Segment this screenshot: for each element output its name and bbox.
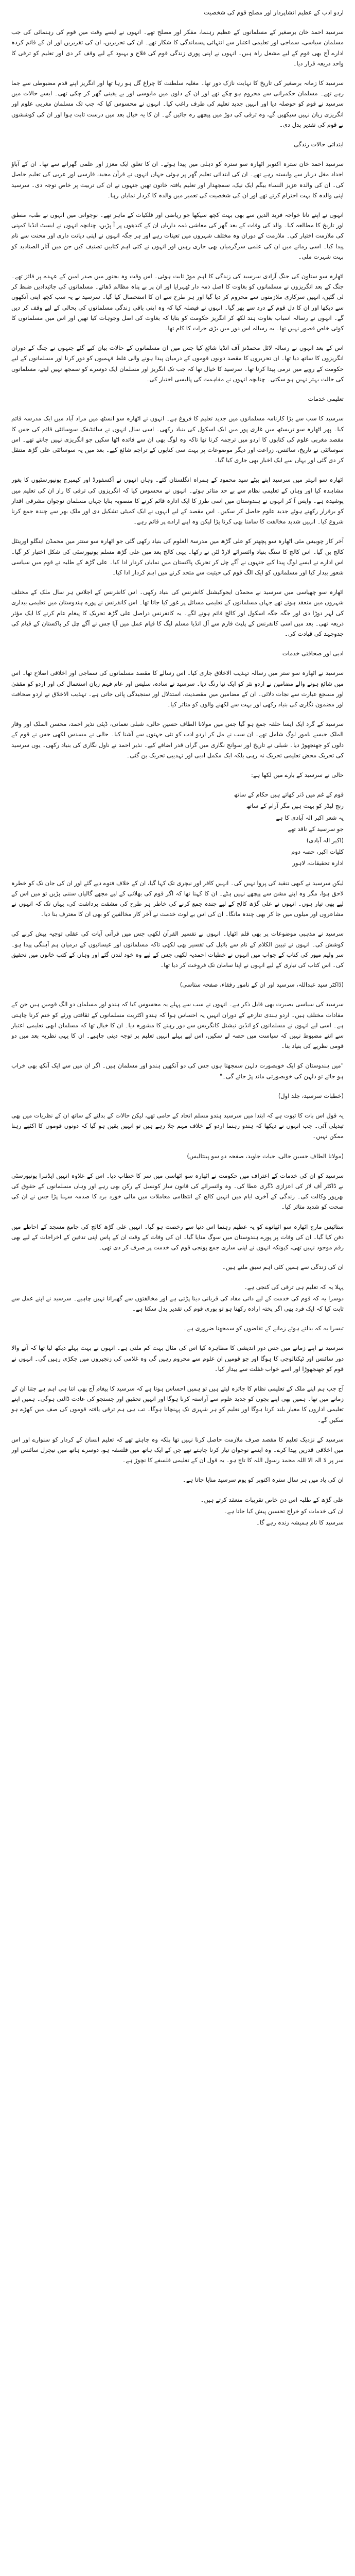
- body-paragraph: آج جب ہم اپنے ملک کے تعلیمی نظام کا جائزہ لیتے ہیں تو ہمیں احساس ہوتا ہے کہ سرسید کا پیغام آج بھی اتنا ہی اہم ہے جتنا ان کے زمانے میں تھا۔ ہمیں بھی اپنے بچوں کو جدید علوم سے آراستہ کرنا ہوگا اور انہیں تحقیق اور جستجو کی عادت ڈالنی ہوگی۔ ہمیں اپنے تعلیمی اداروں کا معیار بلند کرنا ہوگا اور تعلیم کو ہر شہری تک پہنچانا ہوگا۔ تب ہی ہم ترقی یافتہ قوموں کی صف میں کھڑے ہو سکیں گے۔: [11, 1384, 344, 1423]
- body-paragraph: "میں ہندوستان کو ایک خوبصورت دلہن سمجھتا ہوں جس کی دو آنکھیں ہندو اور مسلمان ہیں۔ اگر ان میں سے ایک آنکھ بھی خراب ہو جائے تو دلہن کی خوبصورتی ماند پڑ جائے گی۔": [11, 1062, 344, 1080]
- body-paragraph: آخر کار چوبیس مئی اٹھارہ سو پچھتر کو علی گڑھ میں مدرسۃ العلوم کی بنیاد رکھی گئی جو اٹھارہ سو ستتر میں محمڈن اینگلو اورینٹل کالج بن گیا۔ اس کالج کا سنگ بنیاد وائسرائے لارڈ لٹن نے رکھا۔ یہی کالج بعد میں علی گڑھ مسلم یونیورسٹی کی شکل اختیار کر گیا۔ اس ادارے نے ایسے لوگ پیدا کیے جنہوں نے آگے چل کر تحریک پاکستان میں نمایاں کردار ادا کیا۔ علی گڑھ کے طلبہ نے قوم میں سیاسی شعور بیدار کیا اور مسلمانوں کو ایک الگ قوم کی حیثیت سے متحد کرنے میں اہم کردار ادا کیا۔: [11, 537, 344, 576]
- text-line: (اکبر الہ آبادی): [306, 837, 344, 844]
- body-paragraph: سرسید کے نزدیک تعلیم کا مقصد صرف ملازمت حاصل کرنا نہیں تھا بلکہ وہ چاہتے تھے کہ تعلیم انسان کے کردار کو سنوارے اور اس میں اخلاقی قدریں پیدا کرے۔ وہ ایسے نوجوان تیار کرنا چاہتے تھے جن کے ایک ہاتھ میں فلسفہ ہو، دوسرے ہاتھ میں نیچرل سائنس اور سر پر لا الہ الا اللہ محمد رسول اللہ کا تاج ہو۔ یہ قول ان کے تعلیمی فلسفے کا نچوڑ ہے۔: [11, 1435, 344, 1464]
- body-paragraph: اٹھارہ سو ستاون کی جنگ آزادی سرسید کی زندگی کا اہم موڑ ثابت ہوئی۔ اس وقت وہ بجنور میں صدر امین کے عہدے پر فائز تھے۔ جنگ کے بعد انگریزوں نے مسلمانوں کو بغاوت کا اصل ذمہ دار ٹھہرایا اور ان پر بے پناہ مظالم ڈھائے۔ مسلمانوں کی جائیدادیں ضبط کر لی گئیں، انہیں سرکاری ملازمتوں سے محروم کر دیا گیا اور ہر طرح سے ان کا استحصال کیا گیا۔ سرسید نے یہ سب کچھ اپنی آنکھوں سے دیکھا اور ان کا دل قوم کے درد سے بھر گیا۔ انہوں نے فیصلہ کیا کہ وہ اپنی باقی زندگی مسلمانوں کی بحالی کے لیے وقف کر دیں گے۔ انہوں نے رسالہ اسباب بغاوت ہند لکھ کر انگریز حکومت کو بتایا کہ بغاوت کی اصل وجوہات کیا تھیں اور اس میں مسلمانوں کا کوئی خاص قصور نہیں تھا۔ یہ رسالہ اس دور میں بڑی جرات کا کام تھا۔: [11, 273, 344, 332]
- text-line: یہ شعر اکبر الہ آبادی کا ہے: [276, 814, 344, 821]
- text-line: تیسرا یہ کہ بدلتے ہوئے زمانے کے تقاضوں کو سمجھنا ضروری ہے۔: [183, 1325, 344, 1332]
- body-paragraph: اٹھارہ سو انہتر میں سرسید اپنے بیٹے سید محمود کے ہمراہ انگلستان گئے۔ وہاں انہوں نے آکسفورڈ اور کیمبرج یونیورسٹیوں کا بغور مشاہدہ کیا اور وہاں کے تعلیمی نظام سے بے حد متاثر ہوئے۔ انہوں نے محسوس کیا کہ انگریزوں کی ترقی کا راز ان کی تعلیم میں پوشیدہ ہے۔ واپس آ کر انہوں نے ہندوستان میں اسی طرز کا ایک ادارہ قائم کرنے کا منصوبہ بنایا جہاں مسلمان نوجوان مشرقی اقدار کو برقرار رکھتے ہوئے جدید علوم حاصل کر سکیں۔ اس مقصد کے لیے انہوں نے ایک کمیٹی تشکیل دی اور ملک بھر سے چندہ جمع کرنا شروع کیا۔ انہیں شدید مخالفت کا سامنا بھی کرنا پڑا لیکن وہ اپنے ارادے پر قائم رہے۔: [11, 476, 344, 526]
- body-paragraph: سرسید احمد خان برصغیر کے مسلمانوں کے عظیم رہنما، مفکر اور مصلح تھے۔ انہوں نے ایسے وقت میں قوم کی رہنمائی کی جب مسلمان سیاسی، سماجی اور تعلیمی اعتبار سے انتہائی پسماندگی کا شکار تھے۔ ان کی تحریریں، ان کی تقریریں اور ان کے قائم کردہ ادارے آج بھی قوم کے لیے مشعل راہ ہیں۔ انہوں نے اپنی پوری زندگی قوم کی فلاح و بہبود کے لیے وقف کر دی اور تعلیم کو ترقی کا واحد ذریعہ قرار دیا۔: [11, 28, 344, 67]
- text-line: (ڈاکٹر سید عبداللہ، سرسید اور ان کے نامور رفقاء، صفحہ ستاسی): [180, 981, 344, 989]
- text-line: سرسید کا نام ہمیشہ زندہ رہے گا۔: [256, 1518, 344, 1526]
- text-line: جو سرسید کے ناقد تھے: [288, 825, 344, 833]
- text-line: ادارہ تحقیقات، لاہور: [292, 859, 344, 867]
- text-line: ان کی زندگی سے ہمیں کئی اہم سبق ملتے ہیں۔: [222, 1263, 344, 1271]
- body-paragraph: یہ قول اس بات کا ثبوت ہے کہ ابتدا میں سرسید ہندو مسلم اتحاد کے حامی تھے، لیکن حالات کے بدلنے کے ساتھ ان کے نظریات میں بھی تبدیلی آئی۔ جب انہوں نے دیکھا کہ ہندو رہنما اردو کے خلاف مہم چلا رہے ہیں تو انہیں یقین ہو گیا کہ دونوں قوموں کا اکٹھے رہنا ممکن نہیں۔: [11, 1112, 344, 1140]
- body-paragraph: اٹھارہ سو چھیاسی میں سرسید نے محمڈن ایجوکیشنل کانفرنس کی بنیاد رکھی۔ اس کانفرنس کے اجلاس ہر سال ملک کے مختلف شہروں میں منعقد ہوتے تھے جہاں مسلمانوں کے تعلیمی مسائل پر غور کیا جاتا تھا۔ اس کانفرنس نے پورے ہندوستان میں تعلیمی بیداری کی لہر دوڑا دی اور جگہ جگہ اسکول اور کالج قائم ہونے لگے۔ یہ کانفرنس دراصل علی گڑھ تحریک کا پیغام عام کرنے کا ایک مؤثر ذریعہ تھی۔ بعد میں اسی کانفرنس کے پلیٹ فارم سے آل انڈیا مسلم لیگ کا قیام عمل میں آیا جس نے آگے چل کر پاکستان کے قیام کی جدوجہد کی قیادت کی۔: [11, 588, 344, 637]
- text-line: کلیات اکبر، حصہ دوم: [291, 848, 344, 856]
- text-line: حالی نے سرسید کے بارے میں لکھا ہے:: [251, 771, 344, 778]
- body-paragraph: سرسید کا سب سے بڑا کارنامہ مسلمانوں میں جدید تعلیم کا فروغ ہے۔ انہوں نے اٹھارہ سو انسٹھ میں مراد آباد میں ایک مدرسہ قائم کیا۔ پھر اٹھارہ سو تریسٹھ میں غازی پور میں ایک اسکول کی بنیاد رکھی۔ اسی سال انہوں نے سائنٹیفک سوسائٹی قائم کی جس کا مقصد مغربی علوم کی کتابوں کا اردو میں ترجمہ کرنا تھا تاکہ وہ لوگ بھی ان سے فائدہ اٹھا سکیں جو انگریزی نہیں جانتے تھے۔ اس سوسائٹی نے تاریخ، سائنس، زراعت اور دیگر موضوعات پر بہت سی کتابوں کے تراجم شائع کیے۔ بعد میں یہ سوسائٹی علی گڑھ منتقل کر دی گئی اور یہاں سے ایک اخبار بھی جاری کیا گیا۔: [11, 415, 344, 464]
- body-paragraph: دوسرا یہ کہ قوم کی خدمت کے لیے ذاتی مفاد کی قربانی دینا پڑتی ہے اور مخالفتوں سے گھبرانا نہیں چاہیے۔ سرسید نے اپنے عمل سے ثابت کیا کہ ایک فرد بھی اگر پختہ ارادہ رکھتا ہو تو پوری قوم کی تقدیر بدل سکتا ہے۔: [11, 1294, 344, 1312]
- text-line: قوم کے غم میں ڈنر کھاتے ہیں حکام کے ساتھ: [234, 791, 344, 799]
- body-paragraph: اس کے بعد انہوں نے رسالہ لائل محمڈنز آف انڈیا شائع کیا جس میں ان مسلمانوں کے حالات بیان کیے گئے جنہوں نے جنگ کے دوران انگریزوں کا ساتھ دیا تھا۔ ان تحریروں کا مقصد دونوں قوموں کے درمیان پیدا ہونے والی غلط فہمیوں کو دور کرنا اور مسلمانوں کے لیے حکومت کے رویے میں نرمی پیدا کرنا تھا۔ سرسید کا خیال تھا کہ جب تک انگریز اور مسلمان ایک دوسرے کو سمجھ نہیں لیتے، مسلمانوں کی حالت بہتر نہیں ہو سکتی۔ چنانچہ انہوں نے مفاہمت کی پالیسی اختیار کی۔: [11, 344, 344, 383]
- text-line: ادبی اور صحافتی خدمات: [282, 650, 344, 657]
- text-line: علی گڑھ کے طلبہ اس دن خاص تقریبات منعقد کرتے ہیں۔: [200, 1496, 344, 1503]
- body-paragraph: لیکن سرسید نے کبھی تنقید کی پروا نہیں کی۔ انہیں کافر اور نیچری تک کہا گیا، ان کے خلاف فتوے دیے گئے اور ان کی جان تک کو خطرہ لاحق ہوا، مگر وہ اپنے مشن سے پیچھے نہیں ہٹے۔ ان کا کہنا تھا کہ اگر قوم کی بھلائی کے لیے مجھے گالیاں سننی پڑیں تو میں اس کے لیے بھی تیار ہوں۔ انہوں نے علی گڑھ کالج کے لیے چندہ جمع کرنے کی خاطر ہر طرح کی مشقت برداشت کی، یہاں تک کہ انہوں نے مشاعروں اور میلوں میں جا کر بھی چندہ مانگا۔ ان کی اس بے لوث خدمت نے آخر کار مخالفین کو بھی ان کا معترف بنا دیا۔: [11, 879, 344, 918]
- body-paragraph: سرسید نے اپنے زمانے میں جس دور اندیشی کا مظاہرہ کیا اس کی مثال بہت کم ملتی ہے۔ انہوں نے بہت پہلے دیکھ لیا تھا کہ آنے والا دور سائنس اور ٹیکنالوجی کا ہوگا اور جو قومیں ان علوم سے محروم رہیں گی وہ غلامی کی زنجیروں میں جکڑی رہیں گی۔ انہوں نے قوم کو جھنجھوڑا اور اسے خواب غفلت سے بیدار کیا۔: [11, 1344, 344, 1372]
- body-paragraph: سرسید کا زمانہ برصغیر کی تاریخ کا نہایت نازک دور تھا۔ مغلیہ سلطنت کا چراغ گل ہو رہا تھا اور انگریز اپنے قدم مضبوطی سے جما رہے تھے۔ مسلمان حکمرانی سے محروم ہو چکے تھے اور ان کے دلوں میں مایوسی اور بے یقینی گھر کر چکی تھی۔ ایسے حالات میں سرسید نے قوم کو حوصلہ دیا اور انہیں جدید تعلیم کی طرف راغب کیا۔ انہوں نے محسوس کیا کہ جب تک مسلمان مغربی علوم اور انگریزی زبان نہیں سیکھیں گے، وہ ترقی کی دوڑ میں پیچھے رہ جائیں گے۔ ان کا یہ خیال بعد میں درست ثابت ہوا اور ان کی کوششوں نے قوم کی تقدیر بدل دی۔: [11, 79, 344, 128]
- body-paragraph: سرسید احمد خان سترہ اکتوبر اٹھارہ سو سترہ کو دہلی میں پیدا ہوئے۔ ان کا تعلق ایک معزز اور علمی گھرانے سے تھا۔ ان کے آباؤ اجداد مغل دربار سے وابستہ رہے تھے۔ ان کی ابتدائی تعلیم گھر پر ہوئی جہاں انہوں نے قرآن مجید، فارسی اور عربی کی تعلیم حاصل کی۔ ان کی والدہ عزیز النساء بیگم ایک نیک، سمجھدار اور تعلیم یافتہ خاتون تھیں جنہوں نے ان کی تربیت پر خاص توجہ دی۔ سرسید اپنی والدہ کا بہت احترام کرتے تھے اور ان کی شخصیت کی تعمیر میں والدہ کا کردار نمایاں رہا۔: [11, 160, 344, 199]
- text-line: پہلا یہ کہ تعلیم ہی ترقی کی کنجی ہے۔: [243, 1283, 344, 1291]
- text-line: ان کی یاد میں ہر سال سترہ اکتوبر کو یوم سرسید منایا جاتا ہے۔: [183, 1476, 344, 1484]
- text-line: ابتدائی حالات زندگی: [293, 141, 344, 148]
- body-paragraph: سرسید کی سیاسی بصیرت بھی قابل ذکر ہے۔ انہوں نے سب سے پہلے یہ محسوس کیا کہ ہندو اور مسلمان دو الگ قومیں ہیں جن کے مفادات مختلف ہیں۔ اردو ہندی تنازعے کے دوران انہیں یہ احساس ہوا کہ ہندو اکثریت مسلمانوں کے ثقافتی ورثے کو ختم کرنا چاہتی ہے۔ اسی لیے انہوں نے مسلمانوں کو انڈین نیشنل کانگریس سے دور رہنے کا مشورہ دیا۔ ان کا خیال تھا کہ مسلمان ابھی تعلیمی اعتبار سے اتنے مضبوط نہیں کہ سیاست میں حصہ لے سکیں، اس لیے پہلے انہیں تعلیم پر توجہ دینی چاہیے۔ ان کا یہی نظریہ بعد میں دو قومی نظریے کی بنیاد بنا۔: [11, 1001, 344, 1050]
- body-paragraph: سرسید نے مذہبی موضوعات پر بھی قلم اٹھایا۔ انہوں نے تفسیر القرآن لکھی جس میں قرآنی آیات کی عقلی توجیہ پیش کرنے کی کوشش کی۔ انہوں نے تبیین الکلام کے نام سے بائبل کی تفسیر بھی لکھی تاکہ مسلمانوں اور عیسائیوں کے درمیان ہم آہنگی پیدا ہو۔ سر ولیم میور کی کتاب کے جواب میں انہوں نے خطبات احمدیہ لکھی جس کے لیے وہ خود لندن گئے اور وہاں کے کتب خانوں میں تحقیق کی۔ اس کتاب کی تیاری کے لیے انہوں نے اپنا سامان تک فروخت کر دیا تھا۔: [11, 930, 344, 969]
- body-paragraph: سرسید نے اٹھارہ سو ستر میں رسالہ تہذیب الاخلاق جاری کیا۔ اس رسالے کا مقصد مسلمانوں کی سماجی اور اخلاقی اصلاح تھا۔ اس میں شائع ہونے والے مضامین نے اردو نثر کو ایک نیا رنگ دیا۔ سرسید نے سادہ، سلیس اور عام فہم زبان استعمال کی اور اردو کو مقفیٰ اور مسجع عبارت سے نجات دلائی۔ ان کے مضامین میں مقصدیت، استدلال اور سنجیدگی پائی جاتی ہے۔ تہذیب الاخلاق نے اردو صحافت اور مضمون نگاری کی بنیاد رکھی اور بہت سے لکھنے والوں کو متاثر کیا۔: [11, 669, 344, 708]
- text-line: اردو ادب کے عظیم انشاپرداز اور مصلح قوم کی شخصیت: [204, 9, 344, 16]
- text-line: (مولانا الطاف حسین حالی، حیات جاوید، صفحہ دو سو پینتالیس): [187, 1152, 344, 1160]
- body-paragraph: انہوں نے اپنے نانا خواجہ فرید الدین سے بھی بہت کچھ سیکھا جو ریاضی اور فلکیات کے ماہر تھے۔ نوجوانی میں انہوں نے طب، منطق اور تاریخ کا مطالعہ کیا۔ والد کی وفات کے بعد گھر کی معاشی ذمہ داریاں ان کے کندھوں پر آ پڑیں، چنانچہ انہوں نے ایسٹ انڈیا کمپنی کی ملازمت اختیار کی۔ ملازمت کے دوران وہ مختلف شہروں میں تعینات رہے اور ہر جگہ انہوں نے اپنی دیانت داری اور محنت سے نام پیدا کیا۔ اسی زمانے میں ان کی علمی سرگرمیاں بھی جاری رہیں اور انہوں نے کئی اہم کتابیں تصنیف کیں جن میں آثار الصنادید کو بہت شہرت ملی۔: [11, 211, 344, 260]
- text-line: رنج لیڈر کو بہت ہیں مگر آرام کے ساتھ: [246, 802, 344, 810]
- body-paragraph: سرسید کے گرد ایک ایسا حلقہ جمع ہو گیا جس میں مولانا الطاف حسین حالی، شبلی نعمانی، ڈپٹی نذیر احمد، محسن الملک اور وقار الملک جیسے نامور لوگ شامل تھے۔ ان سب نے مل کر اردو ادب کو نئی جہتوں سے آشنا کیا۔ حالی نے مسدس لکھی جس نے قوم کے دلوں کو جھنجھوڑ دیا۔ شبلی نے تاریخ اور سوانح نگاری میں گراں قدر اضافے کیے۔ نذیر احمد نے ناول نگاری کی بنیاد رکھی۔ یوں سرسید کی تحریک محض تعلیمی تحریک نہ رہی بلکہ ایک مکمل ادبی اور تہذیبی تحریک بن گئی۔: [11, 720, 344, 759]
- text-line: ان کی خدمات کو خراج تحسین پیش کیا جاتا ہے۔: [223, 1507, 344, 1515]
- body-paragraph: سرسید کو ان کی خدمات کے اعتراف میں حکومت نے اٹھارہ سو اٹھاسی میں سر کا خطاب دیا۔ اس کے علاوہ انہیں ایڈنبرا یونیورسٹی نے ڈاکٹر آف لاز کی اعزازی ڈگری عطا کی۔ وہ وائسرائے کی قانون ساز کونسل کے رکن بھی رہے اور وہاں مسلمانوں کے حقوق کی بھرپور وکالت کی۔ زندگی کے آخری ایام میں انہیں کالج کے انتظامی معاملات میں مالی خورد برد کا صدمہ سہنا پڑا جس نے ان کی صحت کو شدید متاثر کیا۔: [11, 1172, 344, 1211]
- body-paragraph: ستائیس مارچ اٹھارہ سو اٹھانوے کو یہ عظیم رہنما اس دنیا سے رخصت ہو گیا۔ انہیں علی گڑھ کالج کی جامع مسجد کے احاطے میں دفن کیا گیا۔ ان کی وفات پر پورے ہندوستان میں سوگ منایا گیا۔ ان کی وفات کے وقت ان کے پاس اپنی تدفین کے اخراجات کے لیے بھی رقم موجود نہیں تھی، کیونکہ انہوں نے اپنی ساری جمع پونجی قوم کی خدمت پر صرف کر دی تھی۔: [11, 1223, 344, 1251]
- text-line: تعلیمی خدمات: [308, 395, 344, 403]
- text-line: (خطبات سرسید، جلد اول): [278, 1092, 344, 1099]
